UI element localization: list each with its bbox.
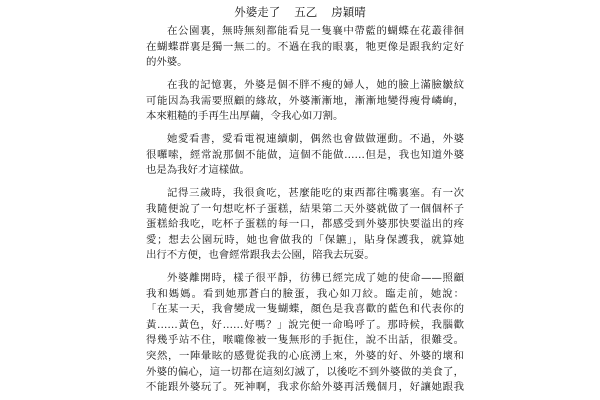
paragraph (146, 24, 464, 71)
text-line: 在公園裏，無時無刻都能看見一隻襄中帶藍的蝴蝶在花叢徘徊 (167, 25, 464, 37)
essay-header (0, 3, 600, 21)
paragraph-gap (146, 264, 464, 271)
text-line: 黃……黃色，好……好嗎？」說完便一命嗚呼了。那時候，我腦歡 (146, 318, 464, 331)
text-line: 她愛看書，愛看電視連續劇，偶然也會做做運動。不過，外婆 (167, 132, 464, 145)
text-line: 在蝴蝶群裏是獨一無二的。不過在我的眼裏，牠更像是跟我約定好 (146, 40, 464, 53)
paragraph-gap (146, 71, 464, 78)
text-line: 可能因為我需要照顧的緣故，外婆漸漸地，漸漸地變得瘦骨嶙峋， (146, 94, 464, 107)
author-name: 房穎晴 (331, 5, 366, 19)
text-line: 很囉嗦，經常說那個不能做，這個不能做……但是，我也知道外婆 (146, 148, 464, 161)
text-line: 愛；想去公園玩時，她也會做我的「保鑣」，貼身保護我，就算她 (146, 233, 464, 246)
text-line: 外婆的偏心，這一切都在這刻幻滅了，以後吃不到外婆做的美食了， (146, 365, 464, 378)
text-line: 我和媽媽。看到她那蒼白的臉蛋，我心如刀絞。臨走前，她說： (146, 287, 464, 300)
text-line: 記得三歲時，我很貪吃，甚麼能吃的東西都往嘴裏塞。有一次 (167, 186, 464, 199)
paragraph-gap (146, 125, 464, 132)
text-line: 外婆離開時，樣子很平靜，彷彿已經完成了她的使命——照顧 (167, 272, 464, 285)
text-line: 「在某一天，我會變成一隻蝴蝶，顏色是我喜歡的藍色和代表你的 (146, 303, 464, 316)
text-line: 在我的記憶裏，外婆是個不胖不瘦的婦人，她的臉上滿臉皺紋 (167, 78, 464, 91)
text-line: 得幾乎站不住，喉嚨像被一隻無形的手扼住，說不出話，很難受。 (146, 334, 464, 347)
paragraph-gap (146, 179, 464, 186)
text-line: 我隨便說了一句想吃杯子蛋糕，結果第二天外婆就做了一個個杯子 (146, 202, 464, 215)
paragraph (146, 186, 464, 264)
text-line: 本來粗糙的手再生出厚繭，令我心如刀割。 (146, 110, 344, 123)
text-line: 出行不方便，也會經常跟我去公園，陪我去玩耍。 (146, 249, 375, 262)
text-line: 不能跟外婆玩了。死神啊，我求你給外婆再活幾個月，好讓她跟我 (146, 381, 464, 394)
text-line: 蛋糕給我吃，吃杯子蛋糕的每一口，都感受到外婆那快要溢出的疼 (146, 218, 464, 231)
text-line: 的外婆。 (146, 56, 188, 69)
paragraph (146, 271, 464, 396)
author-class: 五乙 (294, 5, 318, 19)
text-line: 突然，一陣暈眩的感覺從我的心底湧上來，外婆的好、外婆的壞和 (146, 350, 464, 363)
paragraph (146, 132, 464, 179)
essay-title: 外婆走了 (234, 5, 281, 19)
essay-body (146, 24, 464, 396)
paragraph (146, 78, 464, 125)
text-line: 也是為我好才這樣做。 (146, 164, 250, 177)
